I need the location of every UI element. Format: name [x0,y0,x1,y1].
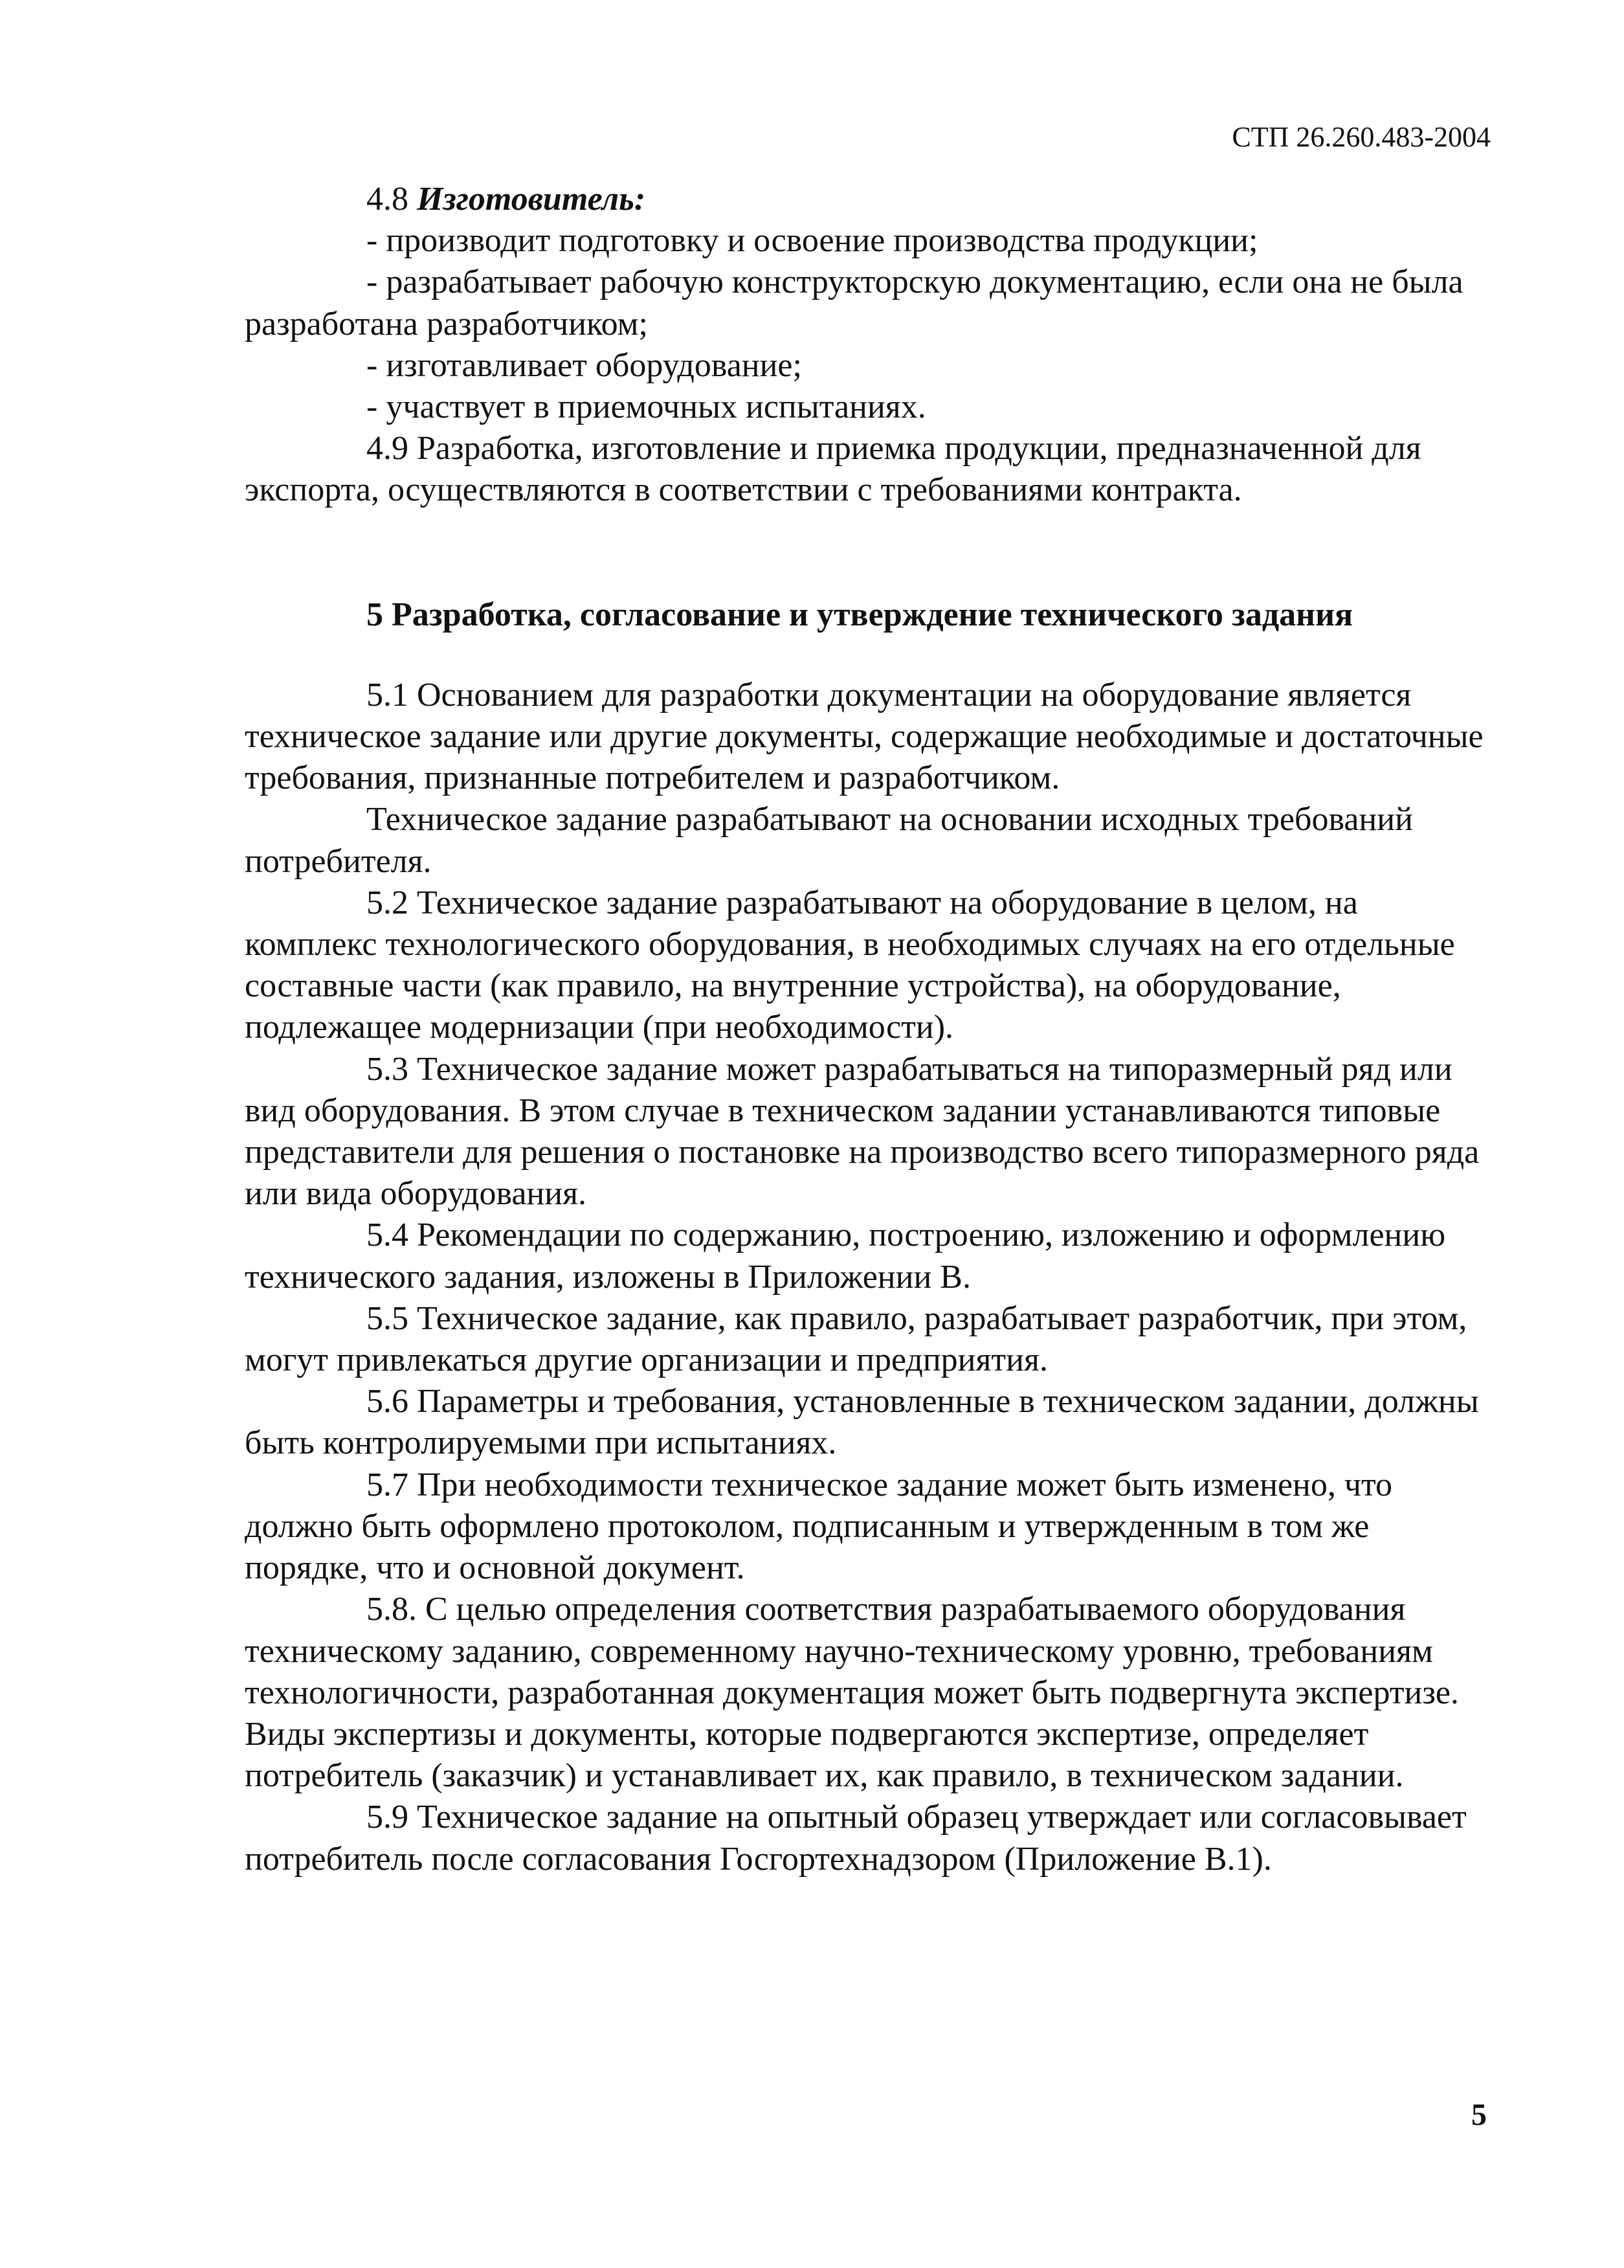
clause-4-8-item: - производит подготовку и освоение производства продукции; [366,222,1258,260]
clause-4-9: 4.9 Разработка, изготовление и приемка продукции, предназначенной для экспорта, осуществляются в соответствии с требованиями контракта. [245,430,1421,509]
clause-5-7: 5.7 При необходимости техническое задание может быть изменено, что должно быть оформлено протоколом, подписанным и утвержденным в том же порядке, что и основной документ. [245,1466,1393,1587]
clause-4-8-label: Изготовитель: [417,181,646,218]
document-body [245,179,1493,1880]
clause-4-8-number: 4.8 [366,181,408,218]
clause-4-8-item: - изготавливает оборудование; [366,346,802,384]
clause-5-4: 5.4 Рекомендации по содержанию, построению, изложению и оформлению технического задания, изложены в Приложении В. [245,1217,1446,1296]
clause-5-5: 5.5 Техническое задание, как правило, разрабатывает разработчик, при этом, могут привлекаться другие организации и предприятия. [245,1299,1467,1379]
clause-4-8-item: - разрабатывает рабочую конструкторскую документацию, если она не была разработана разработчиком; [245,264,1463,342]
clause-4-8-title [245,179,1493,220]
clause-5-1: 5.1 Основанием для разработки документации на оборудование является техническое задание или другие документы, содержащие необходимые и достаточные требования, признанные потребителем и разработчиком. [245,676,1484,797]
clause-5-1-continued: Техническое задание разрабатывают на основании исходных требований потребителя. [245,801,1413,880]
spacer [245,636,1493,675]
clause-5-9: 5.9 Техническое задание на опытный образец утверждает или согласовывает потребитель после согласования Госгортехнадзором (Приложение В.1). [245,1799,1467,1878]
clause-4-8-item: - участвует в приемочных испытаниях. [366,388,926,426]
page-number: 5 [1471,2098,1487,2132]
clause-5-3: 5.3 Техническое задание может разрабатываться на типоразмерный ряд или вид оборудования. В этом случае в техническом задании устанавливаются типовые представители для решения о постановке на производство всего типоразмерного ряда или вида оборудования. [245,1050,1480,1213]
clause-5-8: 5.8. С целью определения соответствия разрабатываемого оборудования техническому заданию, современному научно-техническому уровню, требованиям технологичности, разработанная документация может быть подвергнута экспертизе. Виды экспертизы и документы, которые подвергаются экспертизе, определяет потребитель (заказчик) и устанавливает их, как правило, в техническом задании. [245,1591,1459,1795]
spacer [245,511,1493,594]
section-5-heading: 5 Разработка, согласование и утверждение технического задания [366,596,1353,633]
document-code: СТП 26.260.483-2004 [1232,121,1491,153]
clause-5-2: 5.2 Техническое задание разрабатывают на оборудование в целом, на комплекс технологического оборудования, в необходимых случаях на его отдельные составные части (как правило, на внутренние устройства), на оборудование, подлежащее модернизации (при необходимости). [245,884,1455,1046]
clause-5-6: 5.6 Параметры и требования, установленные в техническом задании, должны быть контролируемыми при испытаниях. [245,1383,1479,1462]
